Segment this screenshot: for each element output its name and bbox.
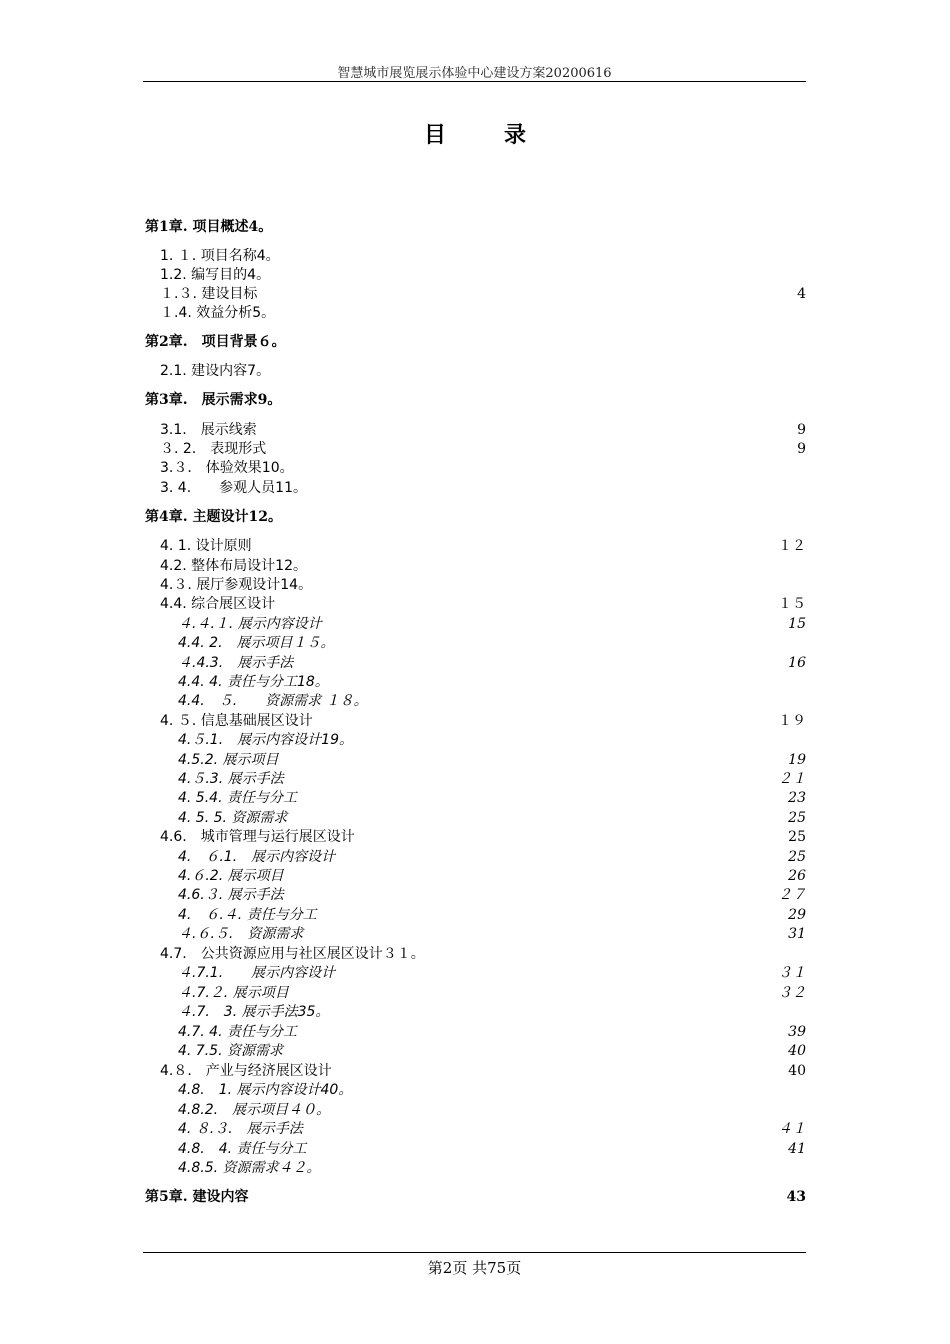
toc-entry-text: 4.５.1. 展示内容设计19。 [178,732,353,748]
page-footer: 第2页 共75页 [427,1259,522,1277]
toc-entry-page-number: １２ [778,538,806,554]
toc-entry[interactable] [143,984,806,1003]
toc-entry-text: ４.４.１. 展示内容设计 [178,616,322,632]
toc-entry-page-number: 40 [788,1063,806,1079]
toc-entry-page-number: 39 [788,1024,806,1040]
toc-entry[interactable] [143,964,806,983]
toc-entry[interactable] [143,712,806,731]
toc-entry-text: 4.8.2. 展示项目４０。 [178,1102,331,1118]
toc-entry-text: ４.7.1. 展示内容设计 [178,965,336,981]
toc-entry-text: 4.8. 1. 展示内容设计40。 [178,1082,353,1098]
toc-entry[interactable] [143,1062,806,1081]
toc-entry-text: 4.６.2. 展示项目 [178,868,284,884]
toc-entry[interactable] [143,266,806,285]
toc-entry-text: 4. ６.1. 展示内容设计 [178,849,336,865]
toc-entry-page-number: 16 [788,655,806,671]
toc-entry-text: 第1章. 项目概述4。 [145,219,273,235]
toc-entry-page-number: ２７ [778,887,806,903]
toc-entry-page-number: 4 [797,286,806,302]
toc-entry-text: 4.2. 整体布局设计12。 [160,558,307,574]
toc-entry[interactable] [143,285,806,304]
toc-entry-page-number: 15 [788,616,806,632]
table-of-contents [143,0,806,1344]
toc-entry[interactable] [143,440,806,459]
toc-entry-text: 1. １. 项目名称4。 [160,248,280,264]
toc-entry-text: 4.８. 产业与经济展区设计 [160,1063,332,1079]
toc-entry[interactable] [143,906,806,925]
toc-entry-text: 第5章. 建设内容 [145,1189,249,1205]
toc-entry-text: ４.7. 3. 展示手法35。 [178,1004,330,1020]
toc-entry-text: １.３. 建设目标 [160,286,258,302]
toc-entry-page-number: 25 [788,849,806,865]
toc-entry[interactable] [143,247,806,266]
toc-entry[interactable] [143,848,806,867]
toc-entry-text: 4.8.5. 资源需求４２。 [178,1160,321,1176]
toc-entry-text: 4. ５. 信息基础展区设计 [160,713,313,729]
toc-entry-text: 4. 5.4. 责任与分工 [178,790,297,806]
page-header: 智慧城市展览展示体验中心建设方案20200616 [337,66,612,81]
toc-entry-page-number: ４１ [778,1121,806,1137]
toc-entry[interactable] [143,1120,806,1139]
toc-entry-text: 4.6. 城市管理与运行展区设计 [160,829,355,845]
toc-entry[interactable] [143,809,806,828]
toc-entry[interactable] [143,945,806,964]
toc-entry[interactable] [143,867,806,886]
toc-entry[interactable] [143,391,806,410]
toc-entry[interactable] [143,692,806,711]
toc-entry-text: 4. 1. 设计原则 [160,538,252,554]
toc-entry[interactable] [143,218,806,237]
toc-entry-page-number: ２１ [778,771,806,787]
toc-entry[interactable] [143,1003,806,1022]
toc-entry[interactable] [143,731,806,750]
toc-entry-page-number: 19 [788,752,806,768]
footer-divider [143,1252,806,1253]
toc-entry[interactable] [143,1188,806,1207]
toc-entry[interactable] [143,925,806,944]
toc-entry-text: 2.1. 建设内容7。 [160,363,271,379]
toc-entry[interactable] [143,459,806,478]
toc-entry[interactable] [143,673,806,692]
toc-entry-text: 4.３. 展厅参观设计14。 [160,577,313,593]
toc-entry-text: 1.2. 编写目的4。 [160,267,271,283]
toc-entry[interactable] [143,557,806,576]
toc-entry-page-number: 9 [797,441,806,457]
toc-entry-page-number: 29 [788,907,806,923]
toc-entry[interactable] [143,1101,806,1120]
toc-entry-page-number: 25 [788,829,806,845]
toc-entry[interactable] [143,789,806,808]
toc-entry-page-number: 26 [788,868,806,884]
toc-entry-text: ４.4.3. 展示手法 [178,655,294,671]
toc-entry-text: １.4. 效益分析5。 [160,305,276,321]
toc-entry[interactable] [143,634,806,653]
toc-entry-text: 3.1. 展示线索 [160,422,257,438]
toc-entry-page-number: １９ [778,713,806,729]
toc-entry-page-number: 41 [788,1141,806,1157]
toc-entry[interactable] [143,654,806,673]
toc-entry[interactable] [143,595,806,614]
toc-entry[interactable] [143,770,806,789]
toc-entry[interactable] [143,1023,806,1042]
toc-entry[interactable] [143,828,806,847]
toc-entry-page-number: 31 [788,926,806,942]
toc-entry-text: ３. 2. 表现形式 [160,441,267,457]
toc-entry-page-number: １５ [778,596,806,612]
toc-entry-text: 4.7. 4. 责任与分工 [178,1024,297,1040]
toc-title: 目录 [423,122,584,148]
toc-entry-text: 3.３. 体验效果10。 [160,460,294,476]
toc-entry-page-number: 9 [797,422,806,438]
toc-entry-text: 4.6.３. 展示手法 [178,887,284,903]
toc-entry-page-number: ３２ [778,985,806,1001]
toc-entry[interactable] [143,537,806,556]
toc-entry-text: 4. ８.３. 展示手法 [178,1121,303,1137]
toc-entry[interactable] [143,1042,806,1061]
toc-entry[interactable] [143,1081,806,1100]
toc-entry-text: 第2章. 项目背景６。 [145,334,286,350]
toc-entry-text: 4.4. 2. 展示项目１５。 [178,635,335,651]
toc-entry-text: 4. 5. 5. 资源需求 [178,810,288,826]
toc-entry[interactable] [143,333,806,352]
toc-entry-text: 第3章. 展示需求9。 [145,392,282,408]
toc-entry-text: 4.7. 公共资源应用与社区展区设计３１。 [160,946,425,962]
toc-entry-text: 4.8. 4. 责任与分工 [178,1141,307,1157]
toc-entry-text: 4. ６.４. 责任与分工 [178,907,317,923]
toc-entry[interactable] [143,1159,806,1178]
toc-entry-text: 4.5.2. 展示项目 [178,752,279,768]
toc-entry-text: ４.６.５. 资源需求 [178,926,304,942]
toc-entry-text: 第4章. 主题设计12。 [145,509,282,525]
toc-entry[interactable] [143,615,806,634]
toc-entry[interactable] [143,751,806,770]
toc-entry[interactable] [143,508,806,527]
toc-entry-text: 4.4. ５. 资源需求 １８。 [178,693,368,709]
toc-entry[interactable] [143,304,806,323]
toc-entry-text: 4.4. 综合展区设计 [160,596,276,612]
toc-entry-page-number: ３１ [778,965,806,981]
toc-entry-page-number: 23 [788,790,806,806]
toc-entry-page-number: 25 [788,810,806,826]
toc-entry-text: 4.4. 4. 责任与分工18。 [178,674,329,690]
toc-entry[interactable] [143,576,806,595]
toc-entry[interactable] [143,886,806,905]
toc-entry-text: 4.５.3. 展示手法 [178,771,284,787]
toc-entry-text: 3. 4. 参观人员11。 [160,480,307,496]
toc-entry-text: ４.7.２. 展示项目 [178,985,289,1001]
toc-entry-page-number: 40 [788,1043,806,1059]
toc-entry[interactable] [143,479,806,498]
toc-entry-page-number: 43 [786,1189,806,1205]
toc-entry[interactable] [143,1140,806,1159]
toc-entry-text: 4. 7.5. 资源需求 [178,1043,283,1059]
toc-entry[interactable] [143,362,806,381]
toc-entry[interactable] [143,421,806,440]
